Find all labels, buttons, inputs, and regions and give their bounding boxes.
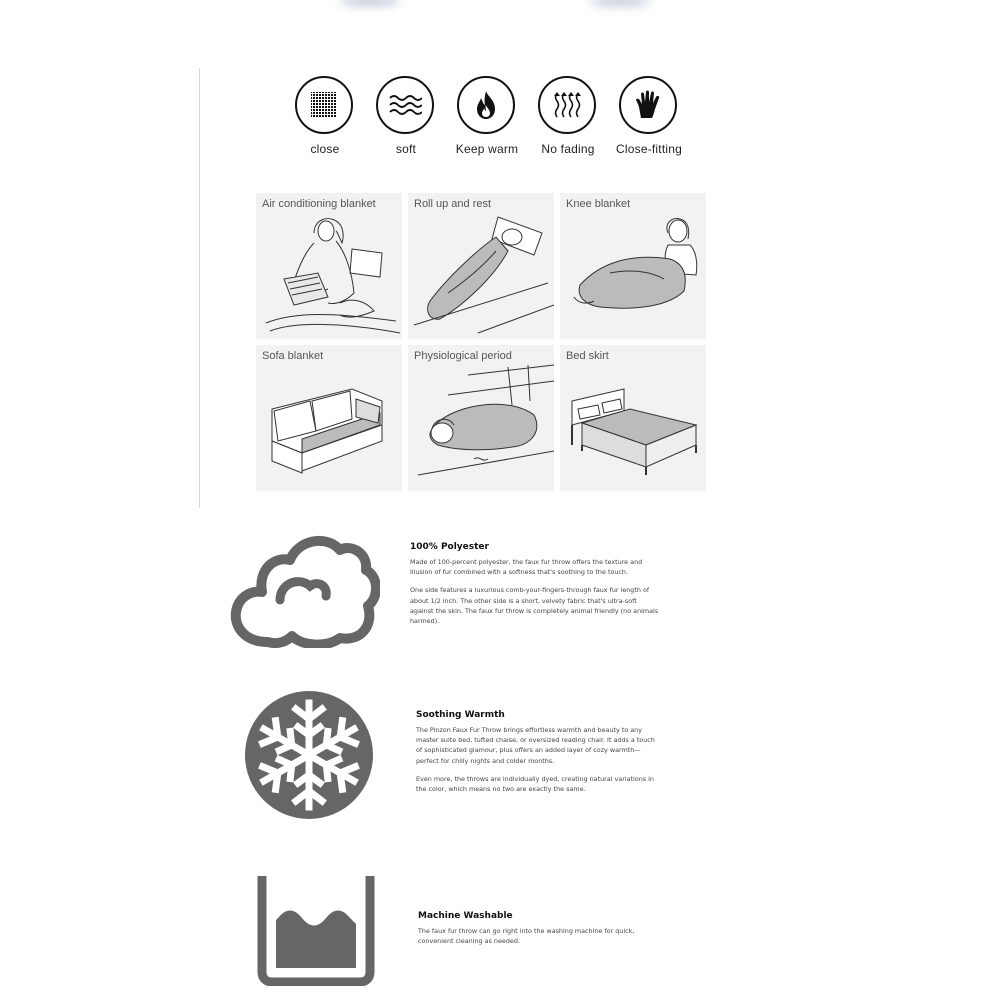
rolled-up-sleeping-illustration [408, 193, 554, 339]
mesh-grid-icon [295, 76, 353, 134]
wavy-arrows-icon [538, 76, 596, 134]
feature-label: soft [395, 142, 417, 156]
usage-label: Sofa blanket [262, 350, 324, 362]
feature-close [285, 76, 365, 166]
usage-grid [256, 193, 706, 491]
divider-line [199, 68, 200, 508]
feature-label: Keep warm [455, 142, 519, 156]
knee-blanket-illustration [560, 193, 706, 339]
cloud-icon [228, 530, 380, 648]
feature-soft [366, 76, 446, 166]
feature-label: No fading [541, 142, 595, 156]
usage-label: Bed skirt [566, 350, 609, 362]
usage-label: Air conditioning blanket [262, 198, 376, 210]
section-polyester [410, 542, 660, 634]
section-title: Soothing Warmth [416, 710, 505, 720]
feature-label: close [310, 142, 340, 156]
usage-tile-sofa [256, 345, 402, 491]
usage-tile-bed-skirt [560, 345, 706, 491]
section-warmth [416, 710, 661, 802]
waves-icon [376, 76, 434, 134]
wash-tub-icon [256, 874, 376, 986]
feature-close-fitting [609, 76, 689, 166]
section-paragraph: One side features a luxurious comb-your-fingers-through faux fur length of about 1/2 inch. The other side is a short, velvety fabric that's ultra-soft against the skin. The faux fur throw is completely animal friendly (no animals harmed). [410, 586, 659, 626]
usage-label: Roll up and rest [414, 198, 492, 210]
wrapped-person-illustration [408, 345, 554, 491]
sofa-illustration [256, 345, 402, 491]
hand-icon [619, 76, 677, 134]
bed-illustration [560, 345, 706, 491]
usage-label: Physiological period [414, 350, 512, 362]
usage-tile-air-conditioning [256, 193, 402, 339]
flame-icon [457, 76, 515, 134]
snowflake-icon [244, 690, 374, 820]
usage-tile-physiological [408, 345, 554, 491]
usage-tile-knee-blanket [560, 193, 706, 339]
feature-keep-warm [447, 76, 527, 166]
usage-tile-roll-up [408, 193, 554, 339]
woman-reading-illustration [256, 193, 402, 339]
section-washable [418, 911, 663, 954]
section-paragraph: Made of 100-percent polyester, the faux fur throw offers the texture and illusion of fur combined with a softness that's soothing to the touch. [410, 558, 643, 577]
section-paragraph: The Pinzon Faux Fur Throw brings effortless warmth and beauty to any master suite bed, tufted chaise, or oversized reading chair. It adds a touch of sophisticated glamour, plus offers an added layer of cozy warmth—perfect for chilly nights and colder months. [416, 726, 655, 765]
usage-label: Knee blanket [566, 198, 631, 210]
section-paragraph: The faux fur throw can go right into the washing machine for quick, convenient cleaning as needed. [418, 927, 635, 946]
section-paragraph: Even more, the throws are individually dyed, creating natural variations in the color, which means no two are exactly the same. [416, 774, 654, 794]
section-title: Machine Washable [418, 911, 513, 921]
section-title: 100% Polyester [410, 542, 489, 552]
top-decorative-blur [330, 0, 660, 16]
feature-no-fading [528, 76, 608, 166]
feature-label: Close-fitting [616, 142, 682, 156]
feature-icons-row [285, 76, 705, 166]
